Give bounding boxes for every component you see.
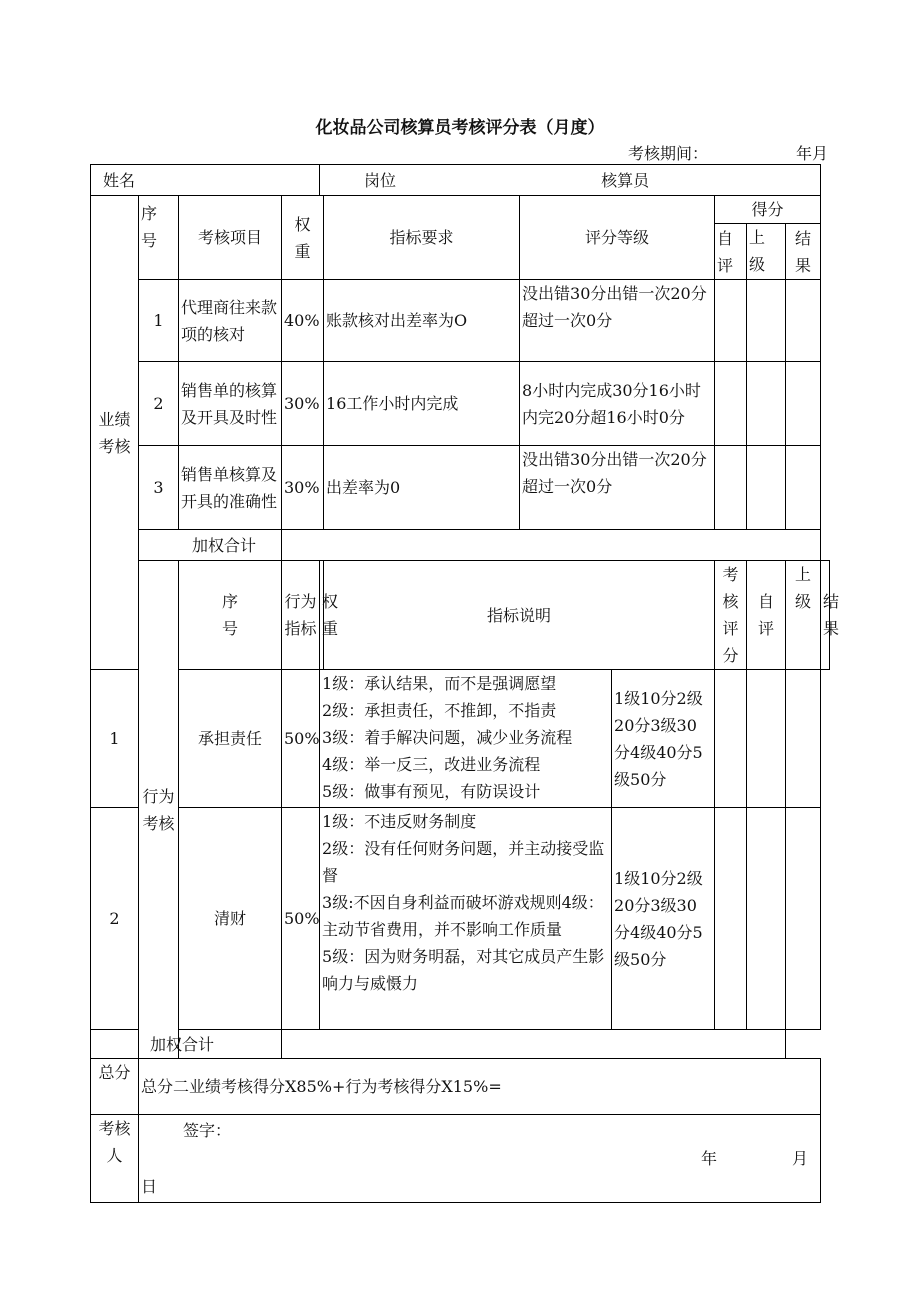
beh-weighted-total-value[interactable] xyxy=(282,1030,786,1059)
perf-row-2-result[interactable] xyxy=(786,362,821,446)
beh-header-weight: 权 重 xyxy=(320,561,324,670)
perf-row-3-grading: 没出错30分出错一次20分超过一次0分 xyxy=(520,446,715,530)
name-label-cell: 姓名 xyxy=(91,165,320,196)
perf-header-item: 考核项目 xyxy=(179,196,282,280)
perf-row-1-grading: 没出错30分出错一次20分超过一次0分 xyxy=(520,280,715,362)
beh-row-2-result[interactable] xyxy=(786,808,821,1030)
beh-row-1-superior[interactable] xyxy=(747,670,786,808)
beh-row-1-description: 1级：承认结果，而不是强调愿望 2级：承担责任，不推卸，不指责 3级：着手解决问题，减少业务流程 4级：举一反三，改进业务流程 5级：做事有预见，有防误设计 xyxy=(320,670,612,808)
beh-row-2-rating: 1级10分2级20分3级30分4级40分5级50分 xyxy=(612,808,715,1030)
beh-weighted-total-label: 加权合计 xyxy=(91,1030,282,1059)
beh-row-1-rating: 1级10分2级20分3级30分4级40分5级50分 xyxy=(612,670,715,808)
assessor-row xyxy=(91,1115,830,1203)
perf-row-2-grading: 8小时内完成30分16小时内完20分超16小时0分 xyxy=(520,362,715,446)
perf-header-result: 结 果 xyxy=(786,224,821,280)
perf-row-1-superior[interactable] xyxy=(747,280,786,362)
perf-row-2-weight: 30% xyxy=(282,362,324,446)
behavior-section-label: 行为 考核 xyxy=(139,561,179,1059)
perf-row-3-result[interactable] xyxy=(786,446,821,530)
beh-header-self: 自 评 xyxy=(747,561,786,670)
assessor-label: 考核 人 xyxy=(91,1115,139,1203)
beh-header-rating: 考核评分 xyxy=(715,561,747,670)
table-row xyxy=(91,362,830,446)
signature-area[interactable] xyxy=(139,1115,821,1203)
perf-row-1-result[interactable] xyxy=(786,280,821,362)
beh-row-1-self[interactable] xyxy=(715,670,747,808)
beh-row-2-indicator: 清财 xyxy=(179,808,282,1030)
perf-row-1-weight: 40% xyxy=(282,280,324,362)
perf-header-weight: 权 重 xyxy=(282,196,324,280)
sign-month: 月 xyxy=(792,1149,809,1168)
name-row xyxy=(91,165,830,196)
total-row xyxy=(91,1059,830,1115)
perf-row-1-seq: 1 xyxy=(139,280,179,362)
perf-header-grading: 评分等级 xyxy=(520,196,715,280)
table-row xyxy=(91,280,830,362)
perf-row-2-item: 销售单的核算及开具及时性 xyxy=(179,362,282,446)
perf-row-3-superior[interactable] xyxy=(747,446,786,530)
perf-row-3-self[interactable] xyxy=(715,446,747,530)
perf-row-1-item: 代理商往来款项的核对 xyxy=(179,280,282,362)
perf-row-1-requirement: 账款核对出差率为O xyxy=(324,280,520,362)
perf-row-3-requirement: 出差率为0 xyxy=(324,446,520,530)
position-value: 核算员 xyxy=(601,170,650,190)
beh-header-result: 结 果 xyxy=(821,561,830,670)
period-label: 考核期间： xyxy=(628,144,709,163)
sign-year: 年 xyxy=(701,1149,718,1168)
total-label: 总分 xyxy=(91,1059,139,1115)
perf-weighted-total-row xyxy=(91,530,830,561)
perf-header-seq: 序 号 xyxy=(139,196,179,280)
performance-section-label: 业绩 考核 xyxy=(91,196,139,670)
evaluation-table xyxy=(90,164,840,1203)
perf-header-superior: 上 级 xyxy=(747,224,786,280)
perf-row-2-superior[interactable] xyxy=(747,362,786,446)
beh-row-2-seq: 2 xyxy=(91,808,139,1030)
beh-row-1-seq: 1 xyxy=(91,670,139,808)
table-row xyxy=(91,446,830,530)
beh-row-1-result[interactable] xyxy=(786,670,821,808)
perf-row-3-item: 销售单核算及开具的准确性 xyxy=(179,446,282,530)
perf-row-2-self[interactable] xyxy=(715,362,747,446)
beh-row-1-weight: 50% xyxy=(282,670,320,808)
beh-header-seq: 序 号 xyxy=(179,561,282,670)
perf-header-self: 自 评 xyxy=(715,224,747,280)
beh-header-superior: 上级 xyxy=(786,561,821,670)
beh-row-1-indicator: 承担责任 xyxy=(179,670,282,808)
beh-header-indicator: 行为指标 xyxy=(282,561,320,670)
perf-row-2-seq: 2 xyxy=(139,362,179,446)
table-row xyxy=(91,670,830,808)
beh-weighted-total-row xyxy=(91,1030,830,1059)
beh-header-description: 指标说明 xyxy=(324,561,715,670)
assessment-period xyxy=(628,141,828,163)
page-title: 化妆品公司核算员考核评分表（月度） xyxy=(315,118,605,138)
perf-header-requirement: 指标要求 xyxy=(324,196,520,280)
beh-row-2-description: 1级：不违反财务制度 2级：没有任何财务问题，并主动接受监督 3级:不因自身利益而破坏游戏规则4级：主动节省费用，并不影响工作质量 5级：因为财务明磊，对其它成员产生影响力与威慑力 xyxy=(320,808,612,1030)
table-row xyxy=(91,808,830,1030)
perf-header-score: 得分 xyxy=(715,196,821,224)
sign-label: 签字： xyxy=(183,1121,232,1140)
position-cell xyxy=(320,165,821,196)
perf-row-3-seq: 3 xyxy=(139,446,179,530)
perf-row-2-requirement: 16工作小时内完成 xyxy=(324,362,520,446)
beh-row-2-superior[interactable] xyxy=(747,808,786,1030)
sign-day: 日 xyxy=(141,1177,158,1196)
total-formula: 总分二业绩考核得分X85%+行为考核得分X15%= xyxy=(139,1059,821,1115)
position-label: 岗位 xyxy=(364,170,397,190)
beh-row-2-self[interactable] xyxy=(715,808,747,1030)
perf-row-1-self[interactable] xyxy=(715,280,747,362)
period-suffix: 年月 xyxy=(795,144,828,163)
perf-row-3-weight: 30% xyxy=(282,446,324,530)
perf-weighted-total-label: 加权合计 xyxy=(139,530,282,561)
beh-row-2-weight: 50% xyxy=(282,808,320,1030)
perf-weighted-total-value[interactable] xyxy=(282,530,821,561)
